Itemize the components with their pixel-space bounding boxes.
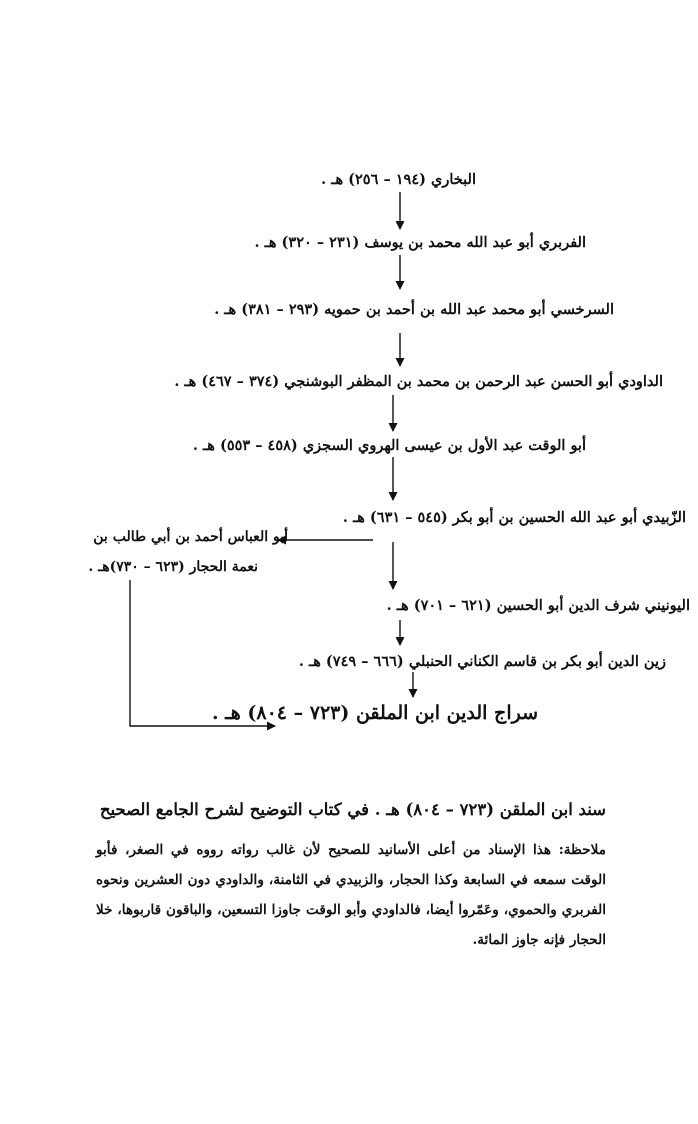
node-dawudi: الداودي أبو الحسن عبد الرحمن بن محمد بن المظفر البوشنجي (٣٧٤ – ٤٦٧) هـ . [174,373,663,390]
branch-hajjar-line2: نعمة الحجار (٦٢٣ – ٧٣٠)هـ . [88,559,258,575]
node-sarakhsi: السرخسي أبو محمد عبد الله بن أحمد بن حمويه (٢٩٣ – ٣٨١) هـ . [214,301,614,318]
node-abu-alwaqt: أبو الوقت عبد الأول بن عيسى الهروي السجزي (٤٥٨ – ٥٥٣) هـ . [192,437,586,454]
diagram-caption: سند ابن الملقن (٧٢٣ – ٨٠٤) هـ . في كتاب التوضيح لشرح الجامع الصحيح [99,800,606,819]
footnote: ملاحظة: هذا الإسناد من أعلى الأسانيد للصحيح لأن غالب رواته رووه في الصغر، فأبو الوقت سمعه في السابعة وكذا الحجار، والزبيدي في الثامنة، والداودي دون العشرين ونحوه الفربري والحموي، وعَمّروا أيضا، فالداودي وأبو الوقت جاوزا التسعين، والباقون قاربوها، خلا الحجار فإنه جاوز المائة. [96,842,606,948]
node-bukhari: البخاري (١٩٤ – ٢٥٦) هـ . [321,171,476,188]
branch-hajjar-line1: أبو العباس أحمد بن أبي طالب بن [93,529,288,545]
node-zabidi: الزّبيدي أبو عبد الله الحسين بن أبو بكر (٥٤٥ – ٦٣١) هـ . [342,509,686,526]
node-ibn-mulaqqin: سراج الدين ابن الملقن (٧٢٣ – ٨٠٤) هـ . [211,702,538,724]
node-yunini: اليونيني شرف الدين أبو الحسين (٦٢١ – ٧٠١) هـ . [386,597,690,614]
node-zayn: زين الدين أبو بكر بن قاسم الكناني الحنبلي (٦٦٦ – ٧٤٩) هـ . [298,653,666,670]
node-firabri: الفربري أبو عبد الله محمد بن يوسف (٢٣١ – ٣٢٠) هـ . [254,234,586,251]
arrow-hajjar-to-ibn-mulaqqin [130,580,275,726]
